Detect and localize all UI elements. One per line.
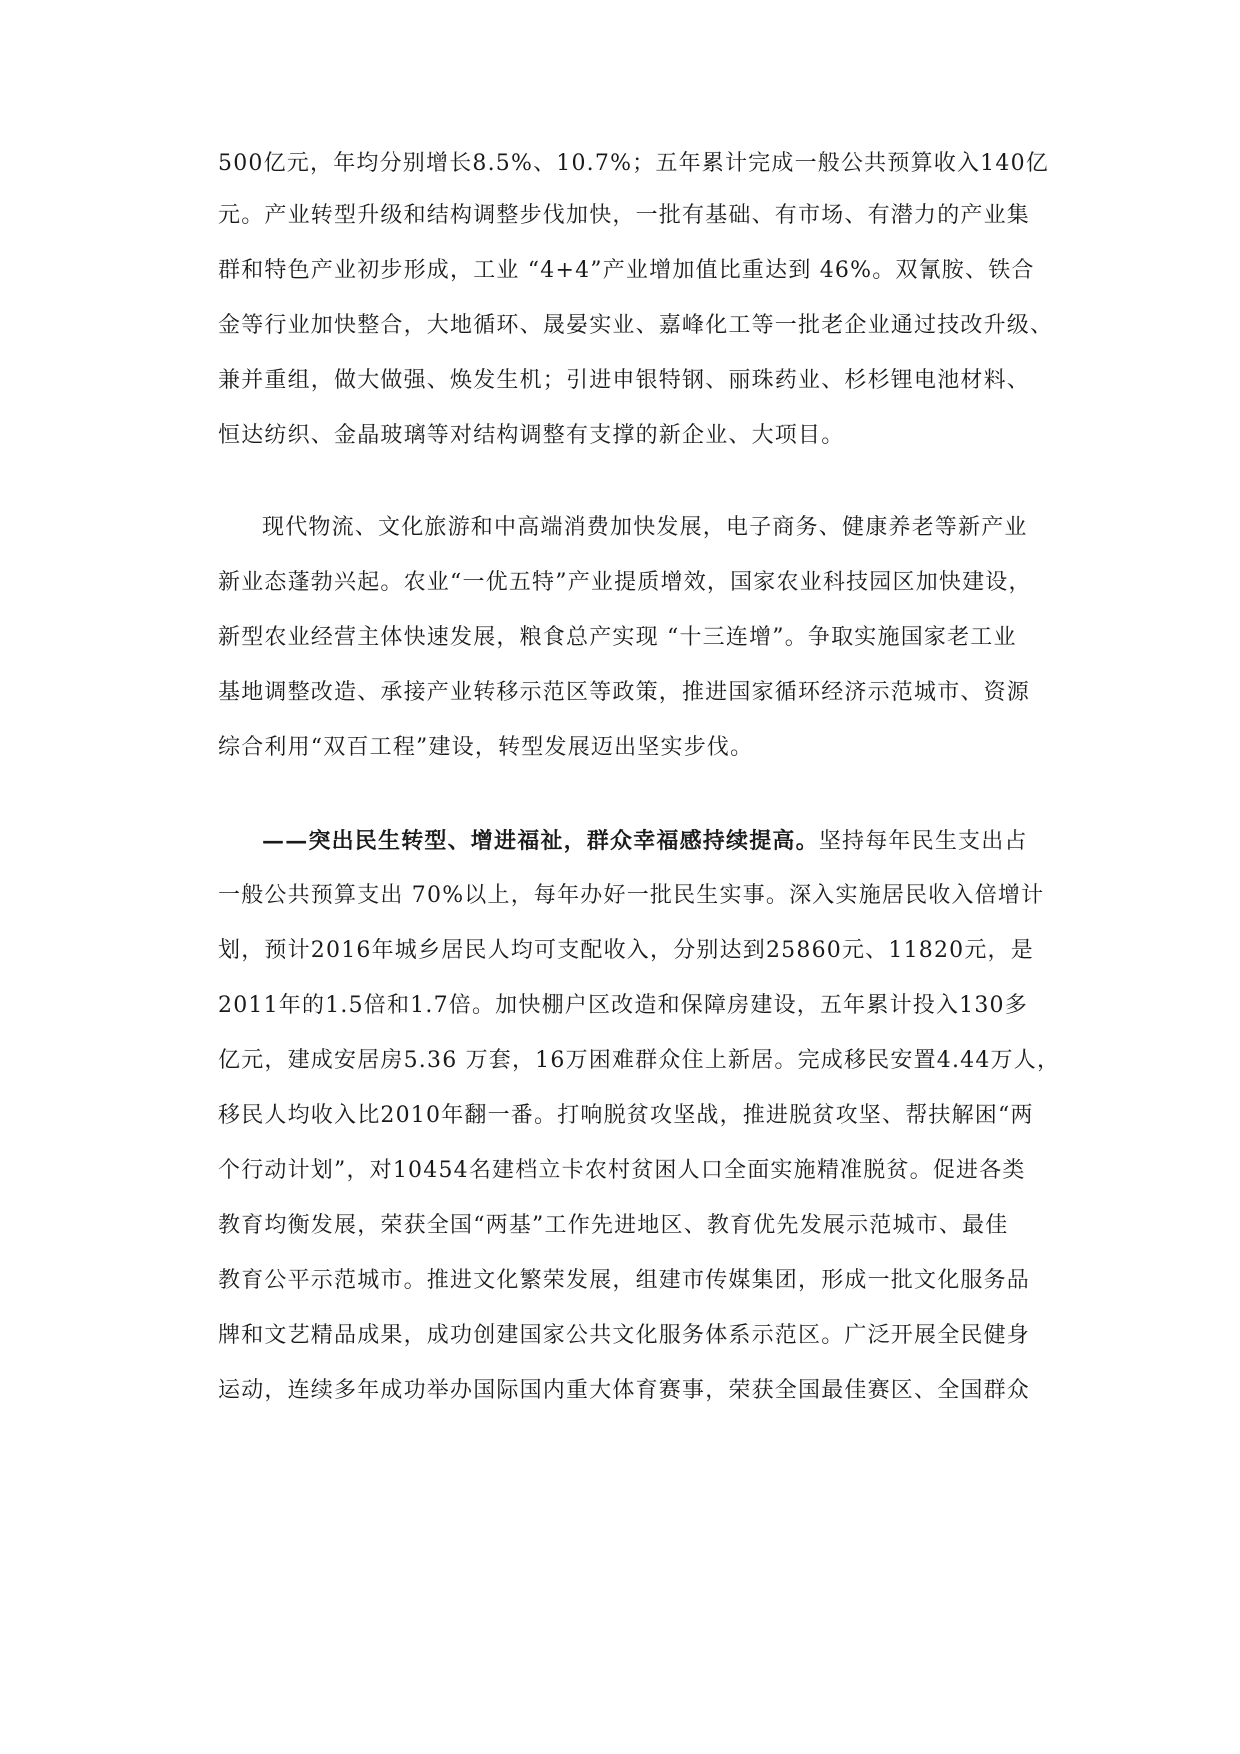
paragraph-2-line-5: 综合利用“双百工程”建设，转型发展迈出坚实步伐。 <box>218 735 754 760</box>
paragraph-3-line-2: 一般公共预算支出 70%以上，每年办好一批民生实事。深入实施居民收入倍增计 <box>218 883 1045 908</box>
paragraph-3-line-10: 牌和文艺精品成果，成功创建国家公共文化服务体系示范区。广泛开展全民健身 <box>218 1323 1031 1348</box>
paragraph-1-line-1: 500亿元，年均分别增长8.5%、10.7%；五年累计完成一般公共预算收入140亿 <box>218 151 1049 176</box>
paragraph-3-line-6: 移民人均收入比2010年翻一番。打响脱贫攻坚战，推进脱贫攻坚、帮扶解困“两 <box>218 1103 1034 1128</box>
paragraph-3-line-1-text: 坚持每年民生支出占 <box>818 829 1028 854</box>
paragraph-1-line-3: 群和特色产业初步形成，工业 “4+4”产业增加值比重达到 46%。双氰胺、铁合 <box>218 258 1035 283</box>
paragraph-3-line-7: 个行动计划”，对10454名建档立卡农村贫困人口全面实施精准脱贫。促进各类 <box>218 1158 1026 1183</box>
paragraph-1-line-4: 金等行业加快整合，大地循环、晟晏实业、嘉峰化工等一批老企业通过技改升级、 <box>218 313 1054 338</box>
paragraph-2-line-3: 新型农业经营主体快速发展，粮食总产实现 “十三连增”。争取实施国家老工业 <box>218 625 1017 650</box>
paragraph-2-line-2: 新业态蓬勃兴起。农业“一优五特”产业提质增效，国家农业科技园区加快建设， <box>218 570 1032 595</box>
paragraph-2-line-4: 基地调整改造、承接产业转移示范区等政策，推进国家循环经济示范城市、资源 <box>218 680 1031 705</box>
paragraph-3-line-8: 教育均衡发展，荣获全国“两基”工作先进地区、教育优先发展示范城市、最佳 <box>218 1213 1009 1238</box>
paragraph-1-line-5: 兼并重组，做大做强、焕发生机；引进申银特钢、丽珠药业、杉杉锂电池材料、 <box>218 368 1031 393</box>
paragraph-3-line-1 <box>262 825 1102 858</box>
paragraph-3-line-9: 教育公平示范城市。推进文化繁荣发展，组建市传媒集团，形成一批文化服务品 <box>218 1268 1031 1293</box>
paragraph-3-line-5: 亿元，建成安居房5.36 万套，16万困难群众住上新居。完成移民安置4.44万人， <box>218 1048 1061 1073</box>
paragraph-3-line-3: 划，预计2016年城乡居民人均可支配收入，分别达到25860元、11820元，是 <box>218 938 1034 963</box>
paragraph-3-line-4: 2011年的1.5倍和1.7倍。加快棚户区改造和保障房建设，五年累计投入130多 <box>218 993 1028 1018</box>
section-heading: ——突出民生转型、增进福祉，群众幸福感持续提高。 <box>262 828 819 854</box>
paragraph-1-line-6: 恒达纺织、金晶玻璃等对结构调整有支撑的新企业、大项目。 <box>218 423 845 448</box>
paragraph-2-line-1: 现代物流、文化旅游和中高端消费加快发展，电子商务、健康养老等新产业 <box>262 515 1028 540</box>
paragraph-1-line-2: 元。产业转型升级和结构调整步伐加快，一批有基础、有市场、有潜力的产业集 <box>218 203 1031 228</box>
paragraph-3-line-11: 运动，连续多年成功举办国际国内重大体育赛事，荣获全国最佳赛区、全国群众 <box>218 1378 1031 1403</box>
